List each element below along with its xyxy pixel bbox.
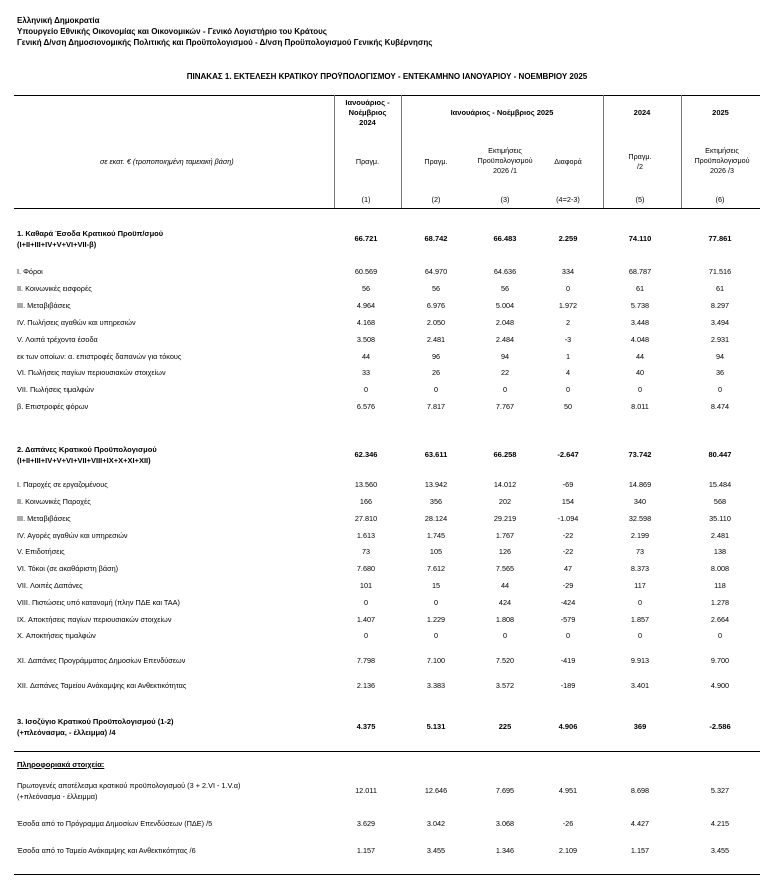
row-label: V. Επιδοτήσεις bbox=[17, 547, 65, 556]
cell-value: 61 bbox=[715, 284, 725, 293]
col-header-jan-nov-2025: Ιανουάριος - Νοέμβριος 2025 bbox=[450, 108, 554, 117]
cell-value: 2 bbox=[565, 318, 571, 327]
cell-value: 5.327 bbox=[710, 786, 730, 795]
cell-value: 5.738 bbox=[630, 301, 650, 310]
cell-value: 8.297 bbox=[710, 301, 730, 310]
table-row bbox=[0, 655, 774, 667]
column-number: (1) bbox=[361, 195, 371, 204]
cell-value: 60.569 bbox=[354, 267, 378, 276]
cell-value: 1.278 bbox=[710, 598, 730, 607]
cell-value: 3.448 bbox=[630, 318, 650, 327]
cell-value: 7.695 bbox=[495, 786, 515, 795]
cell-value: 3.494 bbox=[710, 318, 730, 327]
header-bottom-rule bbox=[14, 208, 760, 209]
cell-value: 6.576 bbox=[356, 402, 376, 411]
column-number: (4=2-3) bbox=[556, 195, 580, 204]
cell-value: 27.810 bbox=[354, 514, 378, 523]
cell-value: 47 bbox=[563, 564, 573, 573]
table-row bbox=[0, 563, 774, 575]
cell-value: 2.481 bbox=[426, 335, 446, 344]
cell-value: 44 bbox=[500, 581, 510, 590]
row-label: II. Κοινωνικές Παροχές bbox=[17, 497, 91, 506]
cell-value: 73.742 bbox=[628, 450, 652, 459]
cell-value: 0 bbox=[502, 631, 508, 640]
header-line-1: Ελληνική Δημοκρατία bbox=[17, 16, 100, 25]
cell-value: 28.124 bbox=[424, 514, 448, 523]
cell-value: 8.474 bbox=[710, 402, 730, 411]
row-label: VII. Πωλήσεις τιμαλφών bbox=[17, 385, 94, 394]
cell-value: 0 bbox=[637, 385, 643, 394]
table-row bbox=[0, 351, 774, 363]
cell-value: 0 bbox=[717, 631, 723, 640]
cell-value: 4.215 bbox=[710, 819, 730, 828]
cell-value: 2.199 bbox=[630, 531, 650, 540]
cell-value: 1.808 bbox=[495, 615, 515, 624]
subheader-actual-2024 bbox=[334, 157, 401, 167]
cell-value: 154 bbox=[561, 497, 575, 506]
table-row bbox=[0, 496, 774, 508]
cell-value: 0 bbox=[565, 385, 571, 394]
cell-value: 166 bbox=[359, 497, 373, 506]
info-title: Πληροφοριακά στοιχεία: bbox=[17, 760, 105, 769]
cell-value: 36 bbox=[715, 368, 725, 377]
cell-value: 32.598 bbox=[628, 514, 652, 523]
table-bottom-rule bbox=[14, 874, 760, 875]
cell-value: 5.004 bbox=[495, 301, 515, 310]
cell-value: 40 bbox=[635, 368, 645, 377]
cell-value: 118 bbox=[714, 581, 726, 590]
row-label: V. Λοιπά τρέχοντα έσοδα bbox=[17, 335, 98, 344]
row-label: II. Κοινωνικές εισφορές bbox=[17, 284, 92, 293]
col-header-line: Νοέμβριος bbox=[348, 108, 387, 117]
cell-value: 8.011 bbox=[631, 402, 649, 411]
cell-value: 56 bbox=[500, 284, 510, 293]
cell-value: 1.407 bbox=[356, 615, 376, 624]
cell-value: 7.767 bbox=[495, 402, 515, 411]
cell-value: 1 bbox=[565, 352, 571, 361]
cell-value: 0 bbox=[637, 631, 643, 640]
row-label: (I+II+III+IV+V+VI+VII+VIII+IX+X+XI+XII) bbox=[17, 456, 151, 465]
row-label: εκ των οποίων: α. επιστροφές δαπανών για τόκους bbox=[17, 352, 182, 361]
cell-value: 0 bbox=[433, 631, 439, 640]
cell-value: 2.664 bbox=[710, 615, 730, 624]
document-header bbox=[17, 15, 432, 48]
cell-value: 61 bbox=[635, 284, 645, 293]
cell-value: 3.068 bbox=[495, 819, 515, 828]
unit-note: σε εκατ. € (τροποποιημένη ταμειακή βάση) bbox=[100, 157, 234, 166]
subheader-line: Εκτιμήσεις bbox=[488, 146, 522, 155]
subheader-actual-2025 bbox=[406, 157, 466, 167]
cell-value: 0 bbox=[363, 598, 369, 607]
cell-value: 4.951 bbox=[558, 786, 578, 795]
cell-value: 12.646 bbox=[424, 786, 448, 795]
table-row bbox=[0, 384, 774, 396]
table-row bbox=[0, 530, 774, 542]
col-header-jan-nov-2024 bbox=[334, 98, 401, 128]
cell-value: 96 bbox=[431, 352, 441, 361]
cell-value: 568 bbox=[713, 497, 727, 506]
cell-value: -1.094 bbox=[557, 514, 579, 523]
cell-value: 7.680 bbox=[356, 564, 376, 573]
row-label: XI. Δαπάνες Προγράμματος Δημοσίων Επενδύσεων bbox=[17, 656, 186, 665]
cell-value: 44 bbox=[635, 352, 645, 361]
cell-value: -579 bbox=[560, 615, 576, 624]
row-label: (+πλεόνασμα, - έλλειμμα) /4 bbox=[17, 728, 116, 737]
cell-value: 15 bbox=[431, 581, 441, 590]
column-number: (2) bbox=[431, 195, 441, 204]
cell-value: 7.612 bbox=[426, 564, 446, 573]
row-label: IV. Πωλήσεις αγαθών και υπηρεσιών bbox=[17, 318, 136, 327]
cell-value: 4.375 bbox=[356, 722, 376, 731]
cell-value: 14.012 bbox=[493, 480, 517, 489]
table-row bbox=[0, 266, 774, 278]
cell-value: 64.970 bbox=[424, 267, 448, 276]
header-line-2: Υπουργείο Εθνικής Οικονομίας και Οικονομικών - Γενικό Λογιστήριο του Κράτους bbox=[17, 27, 327, 36]
cell-value: 66.258 bbox=[493, 450, 517, 459]
cell-value: 0 bbox=[565, 284, 571, 293]
cell-value: 13.560 bbox=[354, 480, 378, 489]
cell-value: 2.259 bbox=[558, 234, 578, 243]
cell-value: 71.516 bbox=[708, 267, 732, 276]
cell-value: 126 bbox=[498, 547, 512, 556]
row-label: Πρωτογενές αποτέλεσμα κρατικού προϋπολογισμού (3 + 2.VI - 1.V.α) bbox=[17, 781, 241, 790]
cell-value: 9.913 bbox=[630, 656, 650, 665]
cell-value: 1.972 bbox=[558, 301, 578, 310]
subheader-line: Πραγμ. bbox=[628, 152, 652, 161]
cell-value: 13.942 bbox=[424, 480, 448, 489]
column-number: (5) bbox=[635, 195, 645, 204]
table-row bbox=[0, 401, 774, 413]
cell-value: -22 bbox=[562, 547, 574, 556]
row-label: β. Επιστροφές φόρων bbox=[17, 402, 89, 411]
table-row bbox=[0, 334, 774, 346]
subheader-line: Διαφορά bbox=[554, 157, 582, 166]
row-label: 3. Ισοζύγιο Κρατικού Προϋπολογισμού (1-2) bbox=[17, 717, 174, 726]
cell-value: 2.484 bbox=[495, 335, 515, 344]
cell-value: 4.168 bbox=[356, 318, 376, 327]
cell-value: 56 bbox=[361, 284, 371, 293]
cell-value: 2.931 bbox=[710, 335, 730, 344]
subheader-line: Προϋπολογισμού bbox=[694, 156, 750, 165]
cell-value: -2.586 bbox=[709, 722, 731, 731]
cell-value: -29 bbox=[562, 581, 574, 590]
cell-value: 7.817 bbox=[426, 402, 446, 411]
cell-value: 101 bbox=[359, 581, 373, 590]
table-row bbox=[0, 580, 774, 592]
column-number: (3) bbox=[500, 195, 510, 204]
cell-value: 3.401 bbox=[630, 681, 650, 690]
cell-value: 22 bbox=[500, 368, 510, 377]
cell-value: 68.742 bbox=[424, 234, 448, 243]
table-row bbox=[0, 317, 774, 329]
cell-value: 4.427 bbox=[630, 819, 650, 828]
row-label: (I+II+III+IV+V+VI+VII-β) bbox=[17, 240, 97, 249]
section-revenue-total bbox=[0, 228, 774, 249]
column-number-row bbox=[0, 194, 774, 206]
info-row bbox=[0, 818, 774, 830]
cell-value: 3.042 bbox=[426, 819, 446, 828]
cell-value: 0 bbox=[502, 385, 508, 394]
row-label: Έσοδα από το Ταμείο Ανάκαμψης και Ανθεκτικότητας /6 bbox=[17, 846, 196, 855]
row-label: VI. Τόκοι (σε ακαθάριστη βάση) bbox=[17, 564, 119, 573]
row-label: XII. Δαπάνες Ταμείου Ανάκαμψης και Ανθεκτικότητας bbox=[17, 681, 187, 690]
cell-value: 8.698 bbox=[630, 786, 650, 795]
cell-value: -22 bbox=[562, 531, 574, 540]
subheader-line: Πραγμ. bbox=[424, 157, 448, 166]
cell-value: 3.455 bbox=[426, 846, 446, 855]
cell-value: 7.100 bbox=[426, 656, 446, 665]
cell-value: 0 bbox=[717, 385, 723, 394]
section-expenditure-total bbox=[0, 444, 774, 465]
row-label: VIII. Πιστώσεις υπό κατανομή (πλην ΠΔΕ και ΤΑΑ) bbox=[17, 598, 180, 607]
cell-value: 74.110 bbox=[628, 234, 652, 243]
table-row bbox=[0, 597, 774, 609]
cell-value: 9.700 bbox=[710, 656, 730, 665]
cell-value: 1.157 bbox=[356, 846, 376, 855]
cell-value: 50 bbox=[563, 402, 573, 411]
subheader-estimates-full-2025 bbox=[684, 146, 760, 176]
table-row bbox=[0, 300, 774, 312]
table-row bbox=[0, 367, 774, 379]
row-label: IX. Αποκτήσεις παγίων περιουσιακών στοιχείων bbox=[17, 615, 172, 624]
info-row bbox=[0, 845, 774, 857]
row-label: (+πλεόνασμα - έλλειμμα) bbox=[17, 792, 98, 801]
cell-value: 2.136 bbox=[356, 681, 376, 690]
table-top-rule bbox=[14, 95, 760, 96]
cell-value: 356 bbox=[429, 497, 443, 506]
cell-value: 1.767 bbox=[495, 531, 515, 540]
cell-value: 0 bbox=[433, 385, 439, 394]
cell-value: 0 bbox=[363, 385, 369, 394]
subheader-line: /2 bbox=[637, 162, 643, 171]
cell-value: 62.346 bbox=[354, 450, 378, 459]
cell-value: 4.048 bbox=[630, 335, 650, 344]
cell-value: 1.857 bbox=[630, 615, 650, 624]
row-label: Έσοδα από το Πρόγραμμα Δημοσίων Επενδύσεων (ΠΔΕ) /5 bbox=[17, 819, 213, 828]
cell-value: 77.861 bbox=[708, 234, 732, 243]
cell-value: 66.483 bbox=[493, 234, 517, 243]
cell-value: 3.383 bbox=[426, 681, 446, 690]
row-label: 1. Καθαρά Έσοδα Κρατικού Προϋπ/σμού bbox=[17, 229, 164, 238]
row-label: VII. Λοιπές Δαπάνες bbox=[17, 581, 83, 590]
cell-value: -3 bbox=[564, 335, 572, 344]
subheader-estimates-2025 bbox=[466, 146, 544, 176]
cell-value: 138 bbox=[713, 547, 727, 556]
cell-value: 2.048 bbox=[495, 318, 515, 327]
cell-value: 44 bbox=[361, 352, 371, 361]
section-balance bbox=[0, 716, 774, 737]
cell-value: -189 bbox=[560, 681, 576, 690]
cell-value: 94 bbox=[715, 352, 725, 361]
col-header-2025: 2025 bbox=[712, 108, 729, 117]
subheader-line: 2026 /1 bbox=[493, 166, 517, 175]
cell-value: -26 bbox=[562, 819, 574, 828]
cell-value: 5.131 bbox=[426, 722, 446, 731]
table-row bbox=[0, 479, 774, 491]
row-label: I. Φόροι bbox=[17, 267, 43, 276]
row-label: X. Αποκτήσεις τιμαλφών bbox=[17, 631, 96, 640]
cell-value: 0 bbox=[433, 598, 439, 607]
cell-value: 4.900 bbox=[710, 681, 730, 690]
cell-value: 12.011 bbox=[355, 786, 377, 795]
cell-value: 2.481 bbox=[710, 531, 730, 540]
table-title: ΠΙΝΑΚΑΣ 1. ΕΚΤΕΛΕΣΗ ΚΡΑΤΙΚΟΥ ΠΡΟΫΠΟΛΟΓΙΣΜΟΥ - ΕΝΤΕΚΑΜΗΝΟ ΙΑΝΟΥΑΡΙΟΥ - ΝΟΕΜΒΡΙΟΥ 2025 bbox=[186, 72, 588, 81]
cell-value: 7.520 bbox=[495, 656, 515, 665]
cell-value: 1.229 bbox=[426, 615, 446, 624]
cell-value: 73 bbox=[635, 547, 645, 556]
cell-value: 80.447 bbox=[708, 450, 732, 459]
subheader-actual-full-2024 bbox=[610, 152, 670, 172]
col-header-2024: 2024 bbox=[633, 108, 651, 117]
table-row bbox=[0, 546, 774, 558]
cell-value: 0 bbox=[363, 631, 369, 640]
cell-value: 7.798 bbox=[356, 656, 376, 665]
subheader-line: 2026 /3 bbox=[710, 166, 734, 175]
cell-value: 56 bbox=[431, 284, 441, 293]
table-row bbox=[0, 513, 774, 525]
cell-value: 3.629 bbox=[356, 819, 376, 828]
cell-value: 1.745 bbox=[426, 531, 446, 540]
row-label: I. Παροχές σε εργαζομένους bbox=[17, 480, 108, 489]
cell-value: 424 bbox=[498, 598, 512, 607]
cell-value: 64.636 bbox=[493, 267, 517, 276]
column-number: (6) bbox=[715, 195, 725, 204]
cell-value: 15.484 bbox=[708, 480, 732, 489]
row-label: III. Μεταβιβάσεις bbox=[17, 514, 71, 523]
cell-value: 3.455 bbox=[710, 846, 730, 855]
subheader-line: Εκτιμήσεις bbox=[705, 146, 739, 155]
subheader-line: Προϋπολογισμού bbox=[477, 156, 533, 165]
cell-value: 8.373 bbox=[630, 564, 650, 573]
cell-value: 3.572 bbox=[495, 681, 515, 690]
cell-value: 63.611 bbox=[424, 450, 448, 459]
cell-value: 8.008 bbox=[710, 564, 730, 573]
info-row bbox=[0, 780, 774, 801]
subheader-difference bbox=[538, 157, 598, 167]
cell-value: 369 bbox=[633, 722, 647, 731]
cell-value: 6.976 bbox=[426, 301, 446, 310]
cell-value: 0 bbox=[565, 631, 571, 640]
info-separator-rule bbox=[14, 751, 760, 752]
cell-value: 26 bbox=[431, 368, 441, 377]
cell-value: 0 bbox=[637, 598, 643, 607]
table-row bbox=[0, 614, 774, 626]
row-label: VI. Πωλήσεις παγίων περιουσιακών στοιχείων bbox=[17, 368, 166, 377]
cell-value: 202 bbox=[498, 497, 512, 506]
cell-value: 1.157 bbox=[630, 846, 650, 855]
row-label: IV. Αγορές αγαθών και υπηρεσιών bbox=[17, 531, 128, 540]
row-label: III. Μεταβιβάσεις bbox=[17, 301, 71, 310]
col-header-line: 2024 bbox=[359, 118, 376, 127]
cell-value: -424 bbox=[560, 598, 576, 607]
cell-value: 3.508 bbox=[356, 335, 376, 344]
cell-value: 340 bbox=[633, 497, 647, 506]
subheader-line: Πραγμ. bbox=[355, 157, 380, 166]
cell-value: 94 bbox=[500, 352, 510, 361]
cell-value: 66.721 bbox=[354, 234, 378, 243]
cell-value: 7.565 bbox=[495, 564, 515, 573]
cell-value: -69 bbox=[562, 480, 574, 489]
cell-value: 2.050 bbox=[426, 318, 446, 327]
row-label: 2. Δαπάνες Κρατικού Προϋπολογισμού bbox=[17, 445, 157, 454]
cell-value: 2.109 bbox=[558, 846, 578, 855]
cell-value: 334 bbox=[561, 267, 575, 276]
cell-value: 105 bbox=[429, 547, 443, 556]
cell-value: 1.613 bbox=[356, 531, 376, 540]
header-line-3: Γενική Δ/νση Δημοσιονομικής Πολιτικής και Προϋπολογισμού - Δ/νση Προϋπολογισμού Γενικής Κυβέρνησης bbox=[17, 38, 433, 47]
cell-value: 117 bbox=[634, 581, 646, 590]
cell-value: 68.787 bbox=[628, 267, 652, 276]
table-row bbox=[0, 630, 774, 642]
cell-value: 73 bbox=[361, 547, 371, 556]
cell-value: 1.346 bbox=[495, 846, 515, 855]
cell-value: 4 bbox=[565, 368, 571, 377]
cell-value: 35.110 bbox=[709, 514, 731, 523]
cell-value: 4.964 bbox=[356, 301, 376, 310]
cell-value: 4.906 bbox=[558, 722, 578, 731]
cell-value: 29.219 bbox=[493, 514, 517, 523]
cell-value: 33 bbox=[361, 368, 371, 377]
cell-value: -2.647 bbox=[557, 450, 579, 459]
cell-value: 225 bbox=[498, 722, 512, 731]
cell-value: -419 bbox=[560, 656, 576, 665]
table-row bbox=[0, 283, 774, 295]
cell-value: 14.869 bbox=[628, 480, 652, 489]
table-row bbox=[0, 680, 774, 692]
col-header-line: Ιανουάριος - bbox=[345, 98, 390, 107]
